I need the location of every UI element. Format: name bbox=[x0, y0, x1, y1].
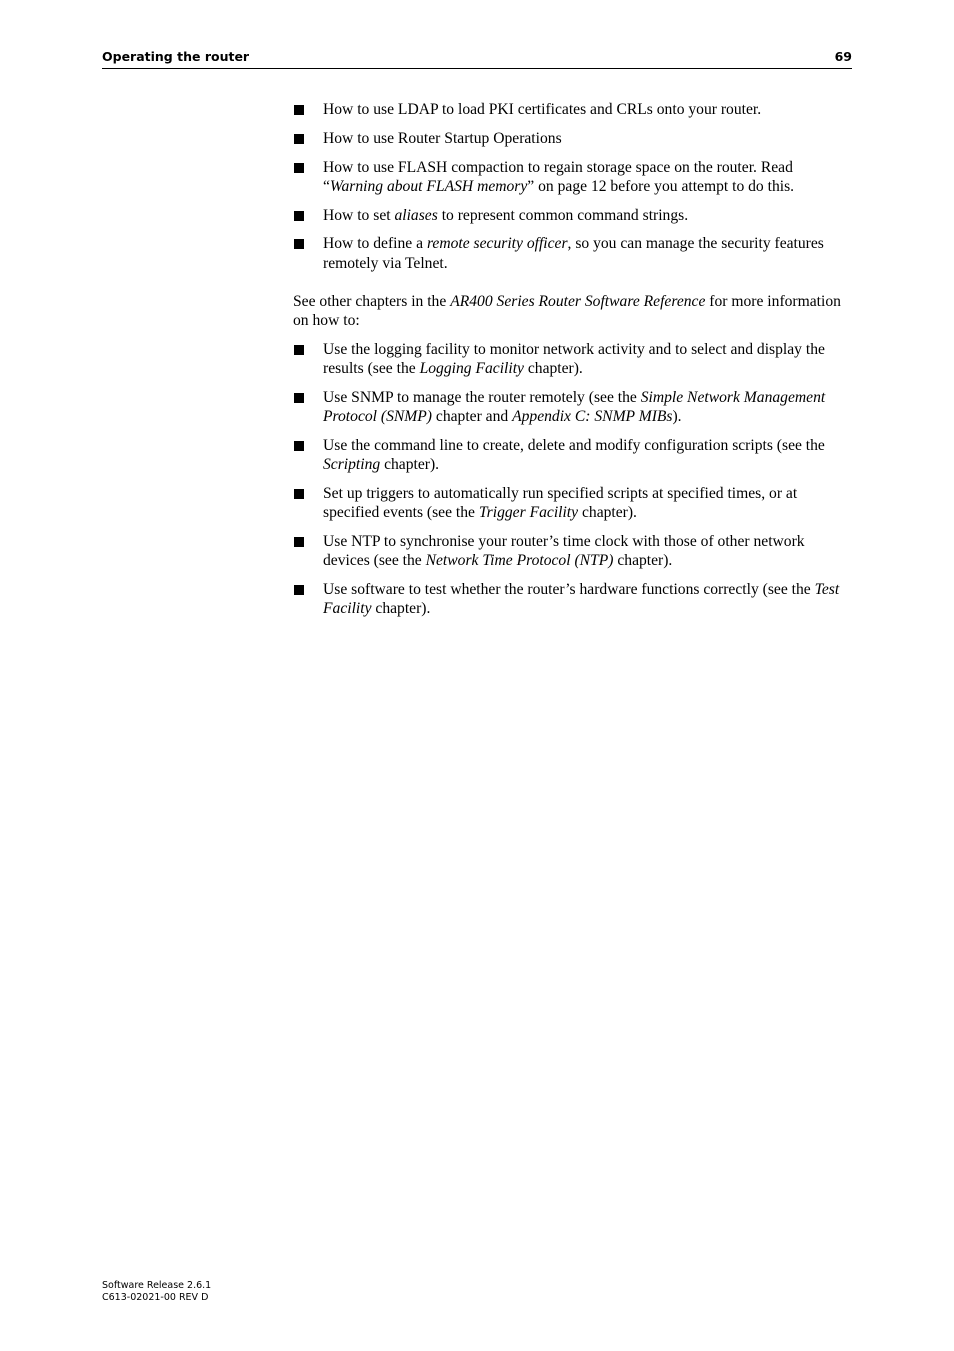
list-item-text bbox=[323, 485, 797, 521]
list-item bbox=[293, 158, 853, 196]
text-run: ” on page 12 before you attempt to do this. bbox=[527, 177, 795, 195]
text-run: Use the command line to create, delete and modify configuration scripts (see the bbox=[323, 436, 825, 454]
square-bullet-icon bbox=[294, 441, 304, 451]
italic-reference: Network Time Protocol (NTP) bbox=[425, 552, 614, 569]
text-run: , so you can manage the security features remotely via Telnet. bbox=[323, 235, 824, 272]
square-bullet-icon bbox=[294, 239, 304, 249]
text-run: chapter). bbox=[523, 360, 583, 377]
text-run: How to use FLASH compaction to regain storage space on the router. Read “ bbox=[323, 158, 793, 195]
document-code: C613-02021-00 REV D bbox=[102, 1292, 209, 1303]
square-bullet-icon bbox=[294, 105, 304, 115]
square-bullet-icon bbox=[294, 585, 304, 595]
text-run: Use SNMP to manage the router remotely (see the bbox=[323, 388, 641, 406]
list-item-text bbox=[323, 581, 839, 617]
page-footer bbox=[102, 1280, 211, 1304]
text-run: Use NTP to synchronise your router’s time clock with those of other network devices (see the bbox=[323, 532, 805, 569]
list-item-text bbox=[323, 101, 761, 118]
text-run: to represent common command strings. bbox=[437, 206, 689, 224]
text-run: How to use Router Startup Operations bbox=[323, 129, 562, 147]
list-item bbox=[293, 388, 853, 426]
see-other-chapters-paragraph bbox=[293, 292, 853, 330]
text-run: chapter and bbox=[432, 408, 513, 425]
text-run: See other chapters in the bbox=[293, 292, 451, 310]
page-header bbox=[102, 48, 852, 69]
software-release: Software Release 2.6.1 bbox=[102, 1280, 212, 1291]
text-run: Set up triggers to automatically run specified scripts at specified times, or at specified events (see the bbox=[323, 484, 798, 521]
text-run: Use software to test whether the router’s hardware functions correctly (see the bbox=[323, 580, 815, 598]
text-run: How to set bbox=[323, 206, 395, 224]
list-item bbox=[293, 436, 853, 474]
italic-reference: Logging Facility bbox=[419, 360, 524, 377]
list-item bbox=[293, 340, 853, 378]
list-item-text bbox=[323, 533, 805, 569]
list-item-text bbox=[323, 159, 794, 195]
list-item bbox=[293, 100, 853, 119]
italic-reference: remote security officer bbox=[426, 235, 568, 253]
text-run: chapter). bbox=[613, 552, 673, 569]
square-bullet-icon bbox=[294, 345, 304, 355]
list-item bbox=[293, 129, 853, 148]
text-run: chapter). bbox=[371, 600, 431, 617]
header-title: Operating the router bbox=[102, 49, 250, 64]
italic-reference: Warning about FLASH memory bbox=[329, 177, 528, 195]
square-bullet-icon bbox=[294, 489, 304, 499]
list-item-text bbox=[323, 341, 825, 377]
feature-list bbox=[293, 100, 853, 273]
list-item-text bbox=[323, 235, 824, 271]
list-item bbox=[293, 234, 853, 272]
italic-reference: Simple Network Management Protocol (SNMP) bbox=[323, 388, 826, 425]
list-item-text bbox=[323, 207, 688, 224]
list-item-text bbox=[323, 389, 825, 425]
list-item bbox=[293, 206, 853, 225]
italic-reference: AR400 Series Router Software Reference bbox=[450, 292, 706, 310]
chapter-reference-list bbox=[293, 340, 853, 618]
italic-reference: aliases bbox=[394, 206, 438, 224]
list-item-text bbox=[323, 130, 562, 147]
text-run: chapter). bbox=[578, 504, 637, 521]
square-bullet-icon bbox=[294, 163, 304, 173]
body-content bbox=[293, 100, 853, 628]
text-run: for more information on how to: bbox=[293, 292, 841, 329]
list-item bbox=[293, 532, 853, 570]
text-run: Use the logging facility to monitor network activity and to select and display the results (see the bbox=[323, 340, 825, 377]
text-run: chapter). bbox=[380, 456, 440, 473]
list-item-text bbox=[323, 437, 825, 473]
text-run: How to define a bbox=[323, 235, 427, 253]
italic-reference: Scripting bbox=[323, 456, 381, 473]
italic-reference: Trigger Facility bbox=[478, 504, 579, 521]
list-item bbox=[293, 580, 853, 618]
square-bullet-icon bbox=[294, 393, 304, 403]
text-run: ). bbox=[672, 408, 682, 425]
square-bullet-icon bbox=[294, 211, 304, 221]
page-number: 69 bbox=[834, 49, 852, 64]
list-item bbox=[293, 484, 853, 522]
square-bullet-icon bbox=[294, 134, 304, 144]
italic-reference: Test Facility bbox=[323, 580, 840, 617]
text-run: How to use LDAP to load PKI certificates and CRLs onto your router. bbox=[323, 101, 762, 118]
italic-reference: Appendix C: SNMP MIBs bbox=[512, 408, 673, 425]
square-bullet-icon bbox=[294, 537, 304, 547]
